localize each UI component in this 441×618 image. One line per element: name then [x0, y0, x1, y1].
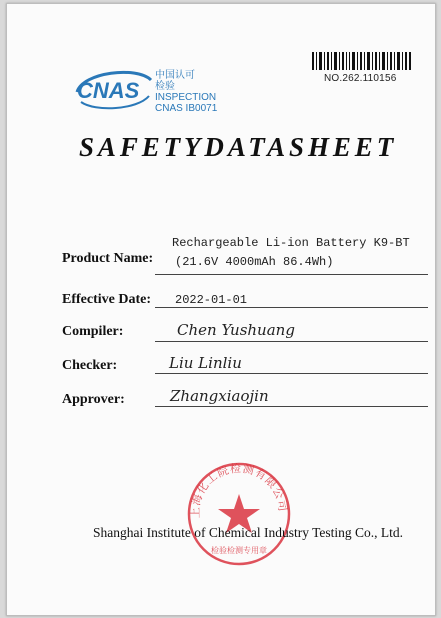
cert-line-2: 检验 [155, 81, 175, 92]
cert-info [155, 70, 217, 114]
document-page [6, 3, 436, 616]
cert-line-3: INSPECTION [155, 92, 217, 103]
checker-underline [155, 373, 428, 374]
product-name-line-1: Rechargeable Li-ion Battery K9-BT [172, 236, 410, 250]
effective-date-underline [155, 307, 428, 308]
barcode [312, 52, 412, 70]
cnas-logo-text: CNAS [77, 78, 140, 103]
compiler-label: Compiler: [62, 324, 124, 339]
effective-date-value: 2022-01-01 [175, 293, 248, 307]
cert-line-1: 中国认可 [155, 70, 195, 81]
product-name-label: Product Name: [62, 251, 154, 266]
compiler-underline [155, 341, 428, 342]
document-title: SAFETYDATASHEET [79, 132, 398, 162]
compiler-signature: Chen Yushuang [177, 321, 295, 339]
approver-underline [155, 406, 428, 407]
cert-line-4: CNAS IB0071 [155, 103, 218, 114]
approver-label: Approver: [62, 392, 125, 407]
product-name-underline [155, 274, 428, 275]
document-number: NO.262.110156 [324, 73, 397, 84]
official-stamp [184, 459, 294, 569]
checker-label: Checker: [62, 358, 118, 373]
stamp-subtext: 检验检测专用章 [211, 546, 267, 555]
effective-date-label: Effective Date: [62, 292, 152, 307]
checker-signature: Liu Linliu [169, 354, 242, 372]
stamp-text: 上海化工院检测有限公司 [188, 461, 290, 519]
product-name-line-2: (21.6V 4000mAh 86.4Wh) [175, 255, 334, 269]
cnas-logo [73, 66, 155, 112]
institution-name: Shanghai Institute of Chemical Industry Testing Co., Ltd. [93, 525, 404, 540]
approver-signature: Zhangxiaojin [170, 387, 269, 405]
